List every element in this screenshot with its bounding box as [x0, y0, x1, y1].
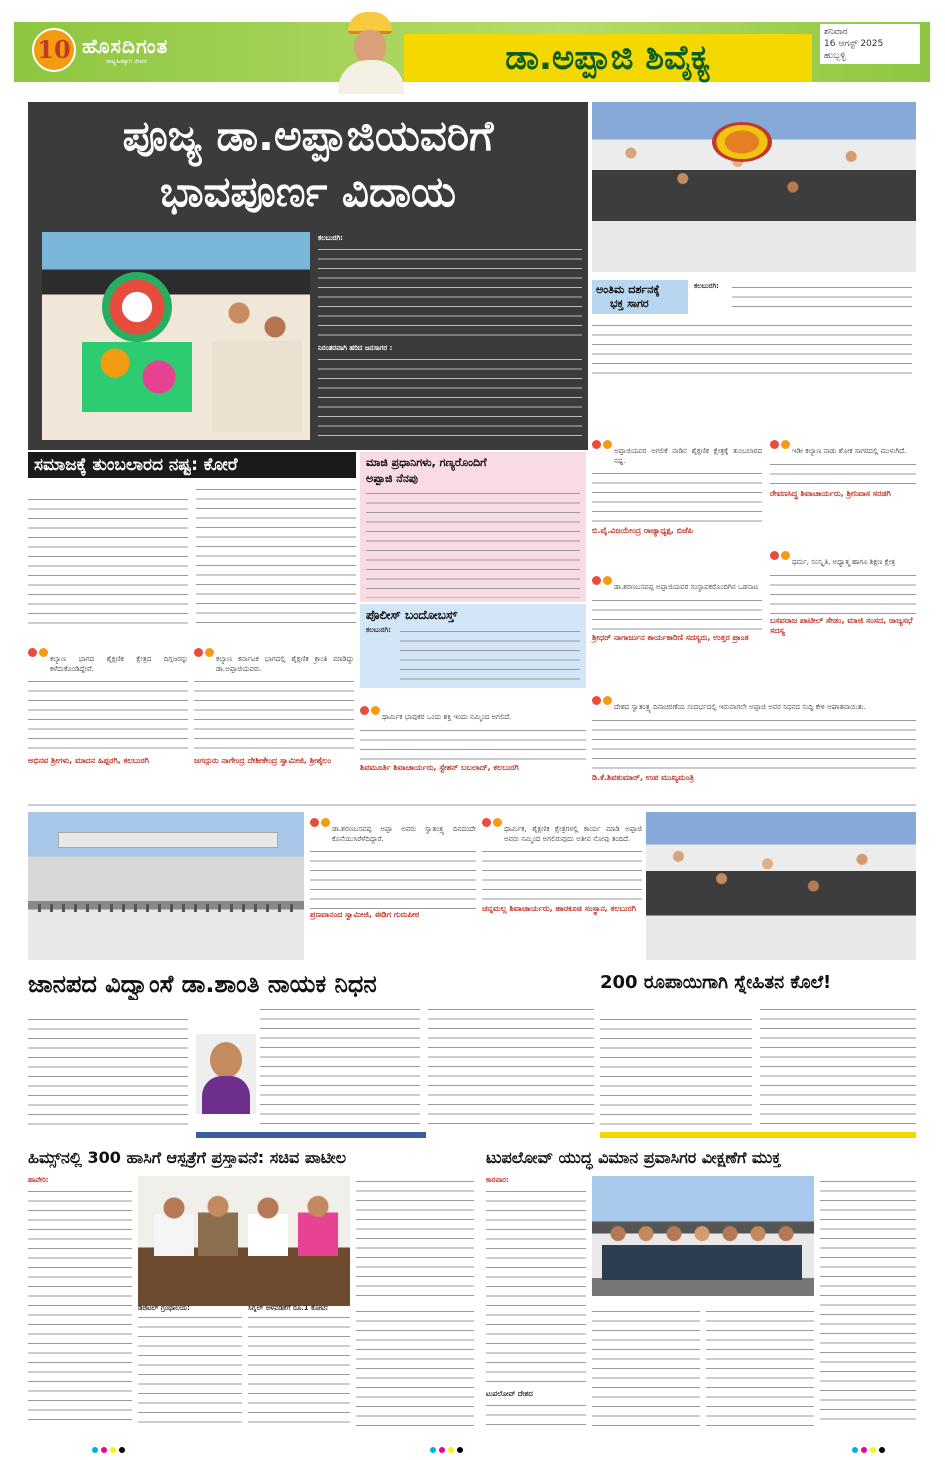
memory-box	[360, 452, 586, 602]
aircraft-ceremony-photo	[592, 1176, 814, 1296]
quote-intro: ದೇಶದ ಸ್ವಾತಂತ್ರ್ಯ ದಿನಾಚರಣೆಯ ಸಂದರ್ಭದಲ್ಲಿ ಇರುವಾಗಲೇ ಅಪ್ಪಾಜಿ ಅವರ ನಿಧನದ ಸುದ್ದಿ ಕೇಳಿ ಆಘಾತವಾಯಿತು.	[614, 703, 866, 711]
quote-intro: ಅಪ್ಪಾಜಿಯವರ ಅಗಲಿಕೆ ನಾಡಿನ ಶೈಕ್ಷಣಿಕ ಕ್ಷೇತ್ರಕ್ಕೆ ತುಂಬಲಾರದ ನಷ್ಟ.	[614, 447, 762, 465]
shanti-nayak-portrait	[196, 1034, 256, 1114]
logo-tagline: ರಾಷ್ಟ್ರಹಿತಕ್ಕಾಗಿ ಜೀವನ	[106, 58, 147, 65]
hospital-dateline: ಹಾವೇರಿ:	[28, 1176, 49, 1184]
quote-signature: ಚನ್ನಮಲ್ಲ ಶಿವಾಚಾರ್ಯರು, ಹಾರಕೂಡ ಸಂಸ್ಥಾನ, ಕಲಬುರಗಿ	[482, 904, 636, 913]
quote-intro: ಧರ್ಮ, ಸಂಸ್ಕೃತಿ, ಅಧ್ಯಾತ್ಮ ಹಾಗೂ ಶಿಕ್ಷಣ ಕ್ಷೇತ್ರ	[792, 558, 896, 566]
side-box-title-line1: ಅಂತಿಮ ದರ್ಶನಕ್ಕೆ	[596, 283, 660, 296]
divider-bar-yellow	[600, 1132, 916, 1138]
aircraft-body	[486, 1176, 916, 1430]
memory-title-line1: ಮಾಜಿ ಪ್ರಧಾನಿಗಳು, ಗಣ್ಯರೊಂದಿಗೆ	[366, 456, 487, 469]
lead-sub-dateline: ನಿರಂತರವಾಗಿ ಹರಿದ ಜನಸಾಗರ :	[318, 344, 393, 352]
aircraft-sub: ಟುಪಲೋವ್ ದೇಶದ	[486, 1390, 533, 1398]
hospital-sub1: ಸಿಗ್ನಲ್ ಅಳವಡಿಕೆಗೆ ರೂ.1 ಕೋಟಿ:	[248, 1304, 329, 1312]
quote-intro: ಇಡೀ ಕಲ್ಯಾಣ ನಾಡು ಶೋಕ ಸಾಗರದಲ್ಲಿ ಮುಳುಗಿದೆ.	[792, 447, 907, 455]
folk-body	[28, 1004, 594, 1130]
funeral-photo	[42, 232, 310, 440]
quote-signature: ಡಿ.ಕೆ.ಶಿವಕುಮಾರ್, ಉಪ ಮುಖ್ಯಮಂತ್ರಿ	[592, 772, 694, 782]
aircraft-headline: ಟುಪಲೋವ್ ಯುದ್ಧ ವಿಮಾನ ಪ್ರವಾಸಿಗರ ವೀಕ್ಷಣೆಗೆ ಮುಕ್ತ	[486, 1148, 781, 1167]
quote-nagendra	[194, 642, 354, 792]
lead-headline-line1: ಪೂಜ್ಯ ಡಾ.ಅಪ್ಪಾಜಿಯವರಿಗೆ	[122, 111, 494, 160]
logo-text: ಹೊಸದಿಗಂತ	[82, 34, 169, 58]
section-divider	[28, 804, 916, 806]
hospital-sub2: ಡಿಜಿಟಲ್ ಗ್ರಂಥಾಲಯ:	[138, 1304, 190, 1312]
divider-bar-blue	[196, 1132, 426, 1138]
lead-dateline: ಕಲಬುರಗಿ:	[318, 234, 343, 242]
murder-headline: 200 ರೂಪಾಯಿಗಾಗಿ ಸ್ನೇಹಿತನ ಕೊಲೆ!	[600, 972, 832, 993]
folk-headline: ಜಾನಪದ ವಿದ್ವಾಂಸೆ ಡಾ.ಶಾಂತಿ ನಾಯಕ ನಿಧನ	[28, 970, 377, 998]
loss-body	[28, 484, 356, 632]
lead-headline-line2: ಭಾವಪೂರ್ಣ ವಿದಾಯ	[160, 167, 456, 216]
logo-number: 10	[37, 35, 71, 64]
police-title: ಪೊಲೀಸ್ ಬಂದೋಬಸ್ತ್	[366, 608, 458, 622]
registration-marks-center	[430, 1438, 466, 1457]
quote-intro: ಡಾ.ಶರಣಬಸವಪ್ಪ ಅಪ್ಪಾ ಅವರು ಸ್ವಾತಂತ್ರ್ಯ ದಿನದಂದೇ ಕೊನೆಯುಸಿರೆಳೆದಿದ್ದಾರೆ.	[332, 825, 476, 843]
side-box-dateline: ಕಲಬುರಗಿ:	[694, 282, 719, 290]
murder-body	[600, 1004, 916, 1130]
police-box	[360, 604, 586, 688]
aircraft-dateline: ಕಾರವಾರ:	[486, 1176, 509, 1184]
quote-intro: ಡಾ.ಶರಣಬಸವಪ್ಪ ಅಪ್ಪಾಜಿಯವರ ಸಂಸ್ಥಾಪಕರೊಂದಿಗಿನ ಒಡನಾಟ	[614, 583, 759, 591]
quote-signature: ಶಿವಮೂರ್ತಿ ಶಿವಾಚಾರ್ಯರು, ಸ್ಟೇಶನ್ ಬಬಲಾದ್, ಕಲಬುರಗಿ	[360, 762, 519, 772]
quote-pranavananda	[310, 812, 476, 960]
quote-intro: ಧಾರ್ಮಿಕ ಭಾವುಕರ ಒಂದು ಶಕ್ತಿ ಇಂದು ನಮ್ಮಿಂದ ಅಗಲಿದೆ.	[382, 713, 512, 721]
police-dateline: ಕಲಬುರಗಿ:	[366, 626, 391, 634]
quote-sridhar	[592, 570, 762, 680]
memory-title-line2: ಅಪ್ಪಾಜಿ ನೆನಪು	[366, 472, 418, 485]
quote-abhinava	[28, 642, 188, 792]
date-block	[820, 24, 920, 64]
quote-vijayendra	[592, 434, 762, 564]
quote-intro: ಧಾರ್ಮಿಕ, ಶೈಕ್ಷಣಿಕ ಕ್ಷೇತ್ರಗಳಲ್ಲಿ ಕಾರ್ಯ ಮಾಡಿ ಅಪ್ಪಾಜಿ ಅವರು ನಮ್ಮಿಂದ ಅಗಲಿರುವುದು ಅತೀವ ನೋವು ತಂದಿದೆ.	[504, 825, 642, 843]
seer-portrait	[330, 8, 412, 94]
hospital-body	[28, 1176, 474, 1430]
procession-photo	[592, 102, 916, 272]
quote-signature: ರೇವಣಸಿದ್ಧ ಶಿವಾಚಾರ್ಯರು, ಶ್ರೀನಿವಾಸ ಸರಡಗಿ	[770, 488, 891, 498]
quote-revanasiddha	[770, 434, 916, 534]
quote-signature: ಪ್ರಣವಾನಂದ ಸ್ವಾಮೀಜಿ, ಈಡಿಗ ಗುರುಪೀಠ	[310, 910, 420, 919]
weekday: ಶನಿವಾರ	[824, 27, 848, 37]
quote-signature: ಅಭಿನವ ಶ್ರೀಗಳು, ಮಾದನ ಹಿಪ್ಪರಗಿ, ಕಲಬುರಗಿ	[28, 756, 149, 765]
quote-signature: ಶ್ರೀಧರ್ ನಾಗಾರ್ಜುನ ಕಾರ್ಯಕಾರಿಣಿ ಸದಸ್ಯರು, ಉತ್ತರ ಪ್ರಾಂತ	[592, 632, 749, 642]
masthead	[14, 8, 932, 94]
hospital-headline: ಹಿಮ್ಸ್‌ನಲ್ಲಿ 300 ಹಾಸಿಗೆ ಆಸ್ಪತ್ರೆಗೆ ಪ್ರಸ್ತಾವನೆ: ಸಚಿವ ಪಾಟೀಲ	[28, 1148, 347, 1167]
loss-title: ಸಮಾಜಕ್ಕೆ ತುಂಬಲಾರದ ನಷ್ಟ: ಕೋರೆ	[34, 455, 238, 475]
quote-channamalla	[482, 812, 642, 960]
side-box-title-line2: ಭಕ್ತ ಸಾಗರ	[610, 297, 649, 310]
quote-signature: ಬಿ.ವೈ.ವಿಜಯೇಂದ್ರ ರಾಜ್ಯಾಧ್ಯಕ್ಷ, ಬಿಜೆಪಿ	[592, 526, 693, 535]
side-box	[592, 280, 916, 430]
lead-headline-box	[28, 102, 588, 228]
lead-story-body	[318, 234, 582, 442]
registration-marks-right	[852, 1438, 888, 1457]
registration-marks-left	[92, 1438, 128, 1457]
quote-shivamurthy	[360, 700, 586, 796]
issue-date: 16 ಆಗಸ್ಟ್ 2025	[824, 39, 884, 49]
banner-title: ಡಾ.ಅಪ್ಪಾಜಿ ಶಿವೈಕ್ಯ	[505, 38, 711, 78]
minister-meeting-photo	[138, 1176, 350, 1306]
edition-city: ಹುಬ್ಬಳ್ಳಿ	[824, 51, 846, 61]
quote-basavaraj	[770, 545, 916, 685]
dignitaries-photo	[646, 812, 916, 960]
quote-intro: ಕಲ್ಯಾಣ ಕರ್ನಾಟಕ ಭಾಗದಲ್ಲಿ ಶೈಕ್ಷಣಿಕ ಕ್ರಾಂತಿ ಮಾಡಿದ್ದು ಡಾ.ಅಪ್ಪಾಜಿಯವರು.	[216, 655, 354, 673]
quote-signature: ಜಗದ್ಗುರು ನಾಗೇಂದ್ರ ದೇಶೀಕೇಂದ್ರ ಸ್ವಾಮೀಜಿ, ಶ್ರೀಶೈಲಂ	[194, 756, 332, 765]
quote-intro: ಕಲ್ಯಾಣ ಭಾಗದ ಶೈಕ್ಷಣಿಕ ಕ್ಷೇತ್ರದ ದಿಗ್ಗಜರನ್ನು ಕಳೆದುಕೊಂಡಿದ್ದೇವೆ.	[50, 655, 188, 673]
quote-shivakumar	[592, 690, 916, 796]
queue-photo	[28, 812, 304, 960]
quote-signature: ಬಸವರಾಜ ಪಾಟೀಲ್ ಸೇಡಂ, ಮಾಜಿ ಸಂಸದ, ರಾಜ್ಯಸಭೆ ಸದಸ್ಯ	[770, 615, 913, 635]
